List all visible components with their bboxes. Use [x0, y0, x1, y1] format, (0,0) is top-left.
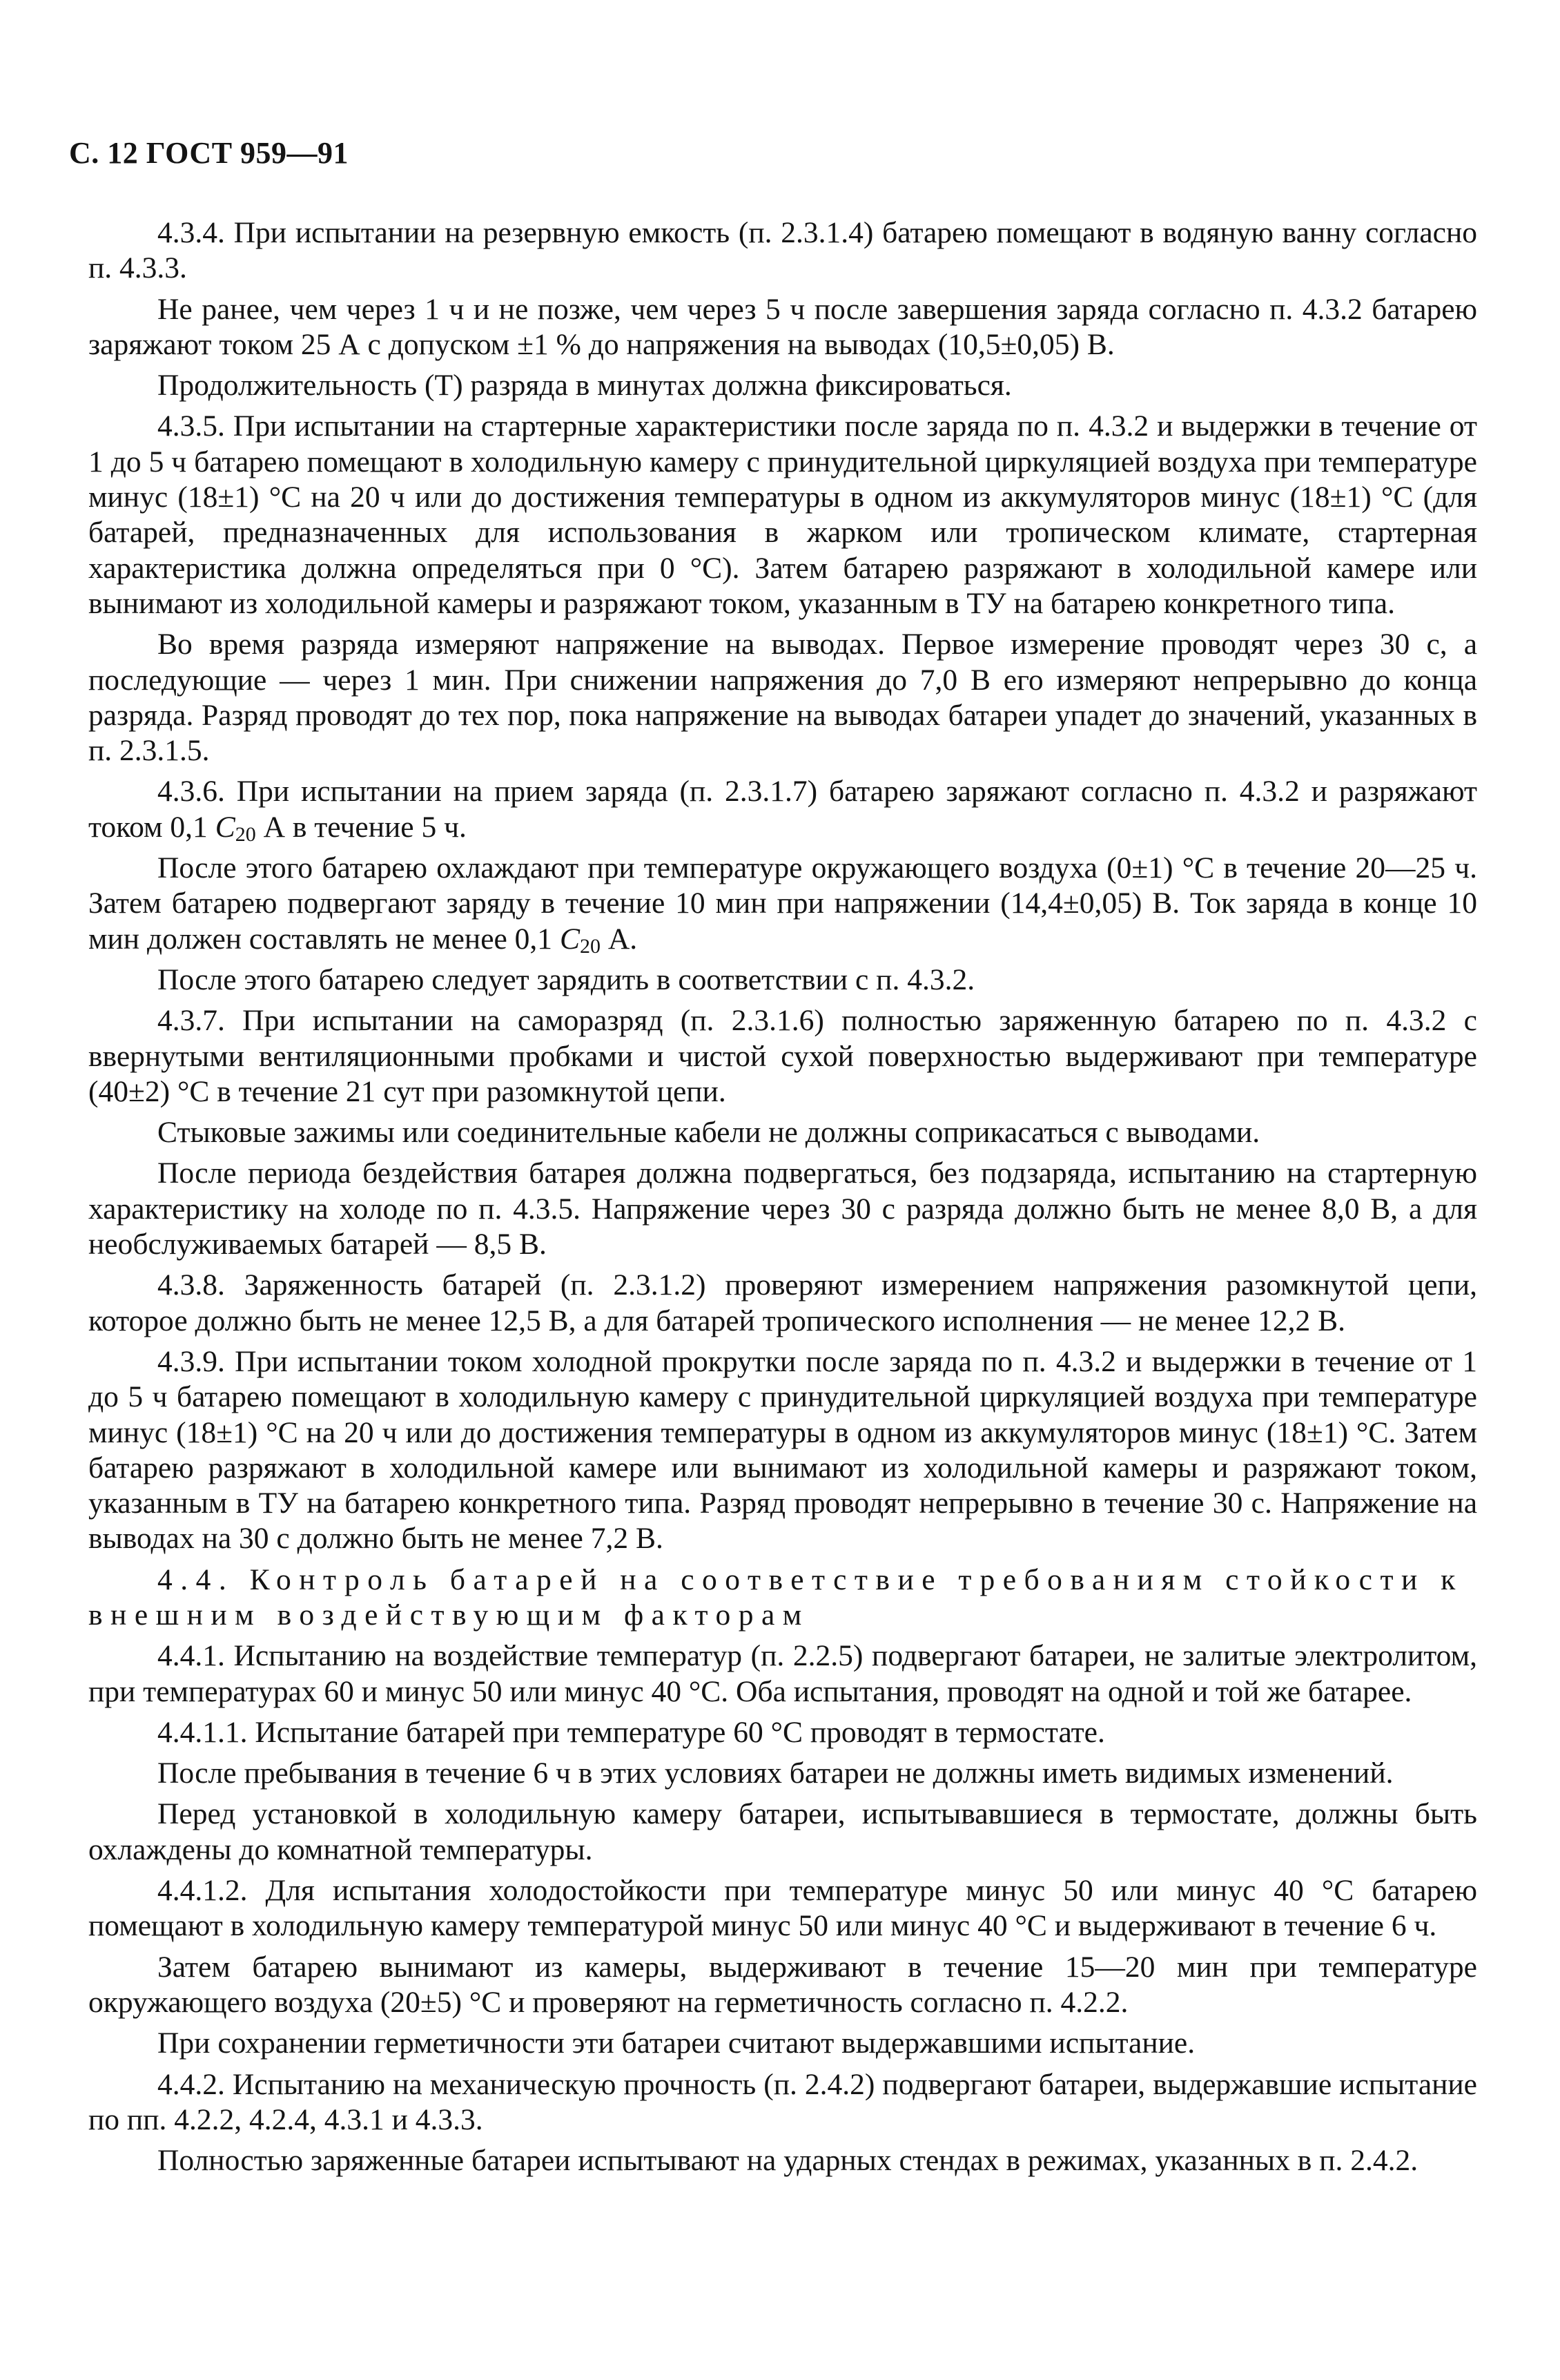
paragraph: Перед установкой в холодильную камеру батареи, испытывавшиеся в термостате, должны быть охлаждены до комнатной температуры. — [88, 1797, 1477, 1866]
text-segment: А. — [600, 922, 638, 956]
paragraph: 4.4.2. Испытанию на механическую прочность (п. 2.4.2) подвергают батареи, выдержавшие испытание по пп. 4.2.2, 4.2.4, 4.3.1 и 4.3.3. — [88, 2067, 1477, 2136]
capacity-symbol: C — [215, 810, 235, 844]
capacity-symbol: C — [559, 922, 580, 956]
paragraph: После периода бездействия батарея должна подвергаться, без подзаряда, испытанию на стартерную характеристику на холоде по п. 4.3.5. Напряжение через 30 с разряда должно быть не менее 8,0 В, а для необслуживаемых батарей — 8,5 В. — [88, 1157, 1477, 1261]
paragraph: При сохранении герметичности эти батареи считают выдержавшими испытание. — [157, 2026, 1196, 2060]
paragraph: 4.3.5. При испытании на стартерные характеристики после заряда по п. 4.3.2 и выдержки в течение от 1 до 5 ч батарею помещают в холодильную камеру с принудительной циркуляцией воздуха при температуре минус (18±1) °С на 20 ч или до достижения температуры в одном из аккумуляторов минус (18±1) °С (для батарей, предназначенных для использования в жарком или тропическом климате, стартерная характеристика должна определяться при 0 °С). Затем батарею разряжают в холодильной камере или вынимают из холодильной камеры и разряжают током, указанным в ТУ на батарею конкретного типа. — [88, 409, 1477, 620]
text-segment: После этого батарею охлаждают при температуре окружающего воздуха (0±1) °С в течение 20—25 ч. Затем батарею подвергают заряду в течение 10 мин при напряжении (14,4±0,05) В. Ток заряда в конце 10 мин должен составлять не менее 0,1 — [88, 851, 1477, 956]
paragraph: Продолжительность (T) разряда в минутах должна фиксироваться. — [157, 369, 1012, 403]
paragraph: 4.4.1.2. Для испытания холодостойкости при температуре минус 50 или минус 40 °С батарею помещают в холодильную камеру температурой минус 50 или минус 40 °С и выдерживают в течение 6 ч. — [88, 1874, 1477, 1943]
text-segment: 4.3.6. При испытании на прием заряда (п. 2.3.1.7) батарею заряжают согласно п. 4.3.2 и разряжают током 0,1 — [88, 775, 1477, 844]
paragraph: Стыковые зажимы или соединительные кабели не должны соприкасаться с выводами. — [157, 1116, 1260, 1150]
section-heading: 4.4. Контроль батарей на соответствие требованиям стойкости к внешним воздействующим факторам — [88, 1563, 1463, 1632]
paragraph: 4.4.1. Испытанию на воздействие температур (п. 2.2.5) подвергают батареи, не залитые электролитом, при температурах 60 и минус 50 или минус 40 °С. Оба испытания, проводят на одной и той же батарее. — [88, 1639, 1477, 1708]
paragraph — [88, 851, 1477, 957]
paragraph: 4.3.8. Заряженность батарей (п. 2.3.1.2) проверяют измерением напряжения разомкнутой цепи, которое должно быть не менее 12,5 В, а для батарей тропического исполнения — не менее 12,2 В. — [88, 1268, 1477, 1337]
paragraph: После этого батарею следует зарядить в соответствии с п. 4.3.2. — [157, 962, 975, 996]
paragraph: 4.3.7. При испытании на саморазряд (п. 2.3.1.6) полностью заряженную батарею по п. 4.3.2 с ввернутыми вентиляционными пробками и чистой сухой поверхностью выдерживают при температуре (40±2) °С в течение 21 сут при разомкнутой цепи. — [88, 1004, 1477, 1108]
capacity-subscript: 20 — [235, 822, 256, 846]
paragraph: Не ранее, чем через 1 ч и не позже, чем через 5 ч после завершения заряда согласно п. 4.3.2 батарею заряжают током 25 А с допуском ±1 % до напряжения на выводах (10,5±0,05) В. — [88, 292, 1477, 361]
page-header: С. 12 ГОСТ 959—91 — [69, 136, 349, 170]
document-body — [88, 215, 1477, 2184]
paragraph: 4.3.4. При испытании на резервную емкость (п. 2.3.1.4) батарею помещают в водяную ванну согласно п. 4.3.3. — [88, 216, 1477, 285]
paragraph: После пребывания в течение 6 ч в этих условиях батареи не должны иметь видимых изменений. — [157, 1757, 1394, 1790]
text-segment: А в течение 5 ч. — [255, 810, 467, 844]
paragraph: Полностью заряженные батареи испытывают на ударных стендах в режимах, указанных в п. 2.4.2. — [157, 2144, 1418, 2178]
paragraph: 4.3.9. При испытании током холодной прокрутки после заряда по п. 4.3.2 и выдержки в течение от 1 до 5 ч батарею помещают в холодильную камеру с принудительной циркуляцией воздуха при температуре минус (18±1) °С на 20 ч или до достижения температуры в одном из аккумуляторов минус (18±1) °С. Затем батарею разряжают в холодильной камере или вынимают из холодильной камеры и разряжают током, указанным в ТУ на батарею конкретного типа. Разряд проводят непрерывно в течение 30 с. Напряжение на выводах на 30 с должно быть не менее 7,2 В. — [88, 1344, 1477, 1556]
paragraph: Во время разряда измеряют напряжение на выводах. Первое измерение проводят через 30 с, а последующие — через 1 мин. При снижении напряжения до 7,0 В его измеряют непрерывно до конца разряда. Разряд проводят до тех пор, пока напряжение на выводах батареи упадет до значений, указанных в п. 2.3.1.5. — [88, 628, 1477, 768]
capacity-subscript: 20 — [579, 934, 601, 958]
paragraph — [88, 774, 1477, 845]
paragraph: Затем батарею вынимают из камеры, выдерживают в течение 15—20 мин при температуре окружающего воздуха (20±5) °С и проверяют на герметичность согласно п. 4.2.2. — [88, 1950, 1477, 2019]
paragraph: 4.4.1.1. Испытание батарей при температуре 60 °С проводят в термостате. — [157, 1715, 1105, 1749]
